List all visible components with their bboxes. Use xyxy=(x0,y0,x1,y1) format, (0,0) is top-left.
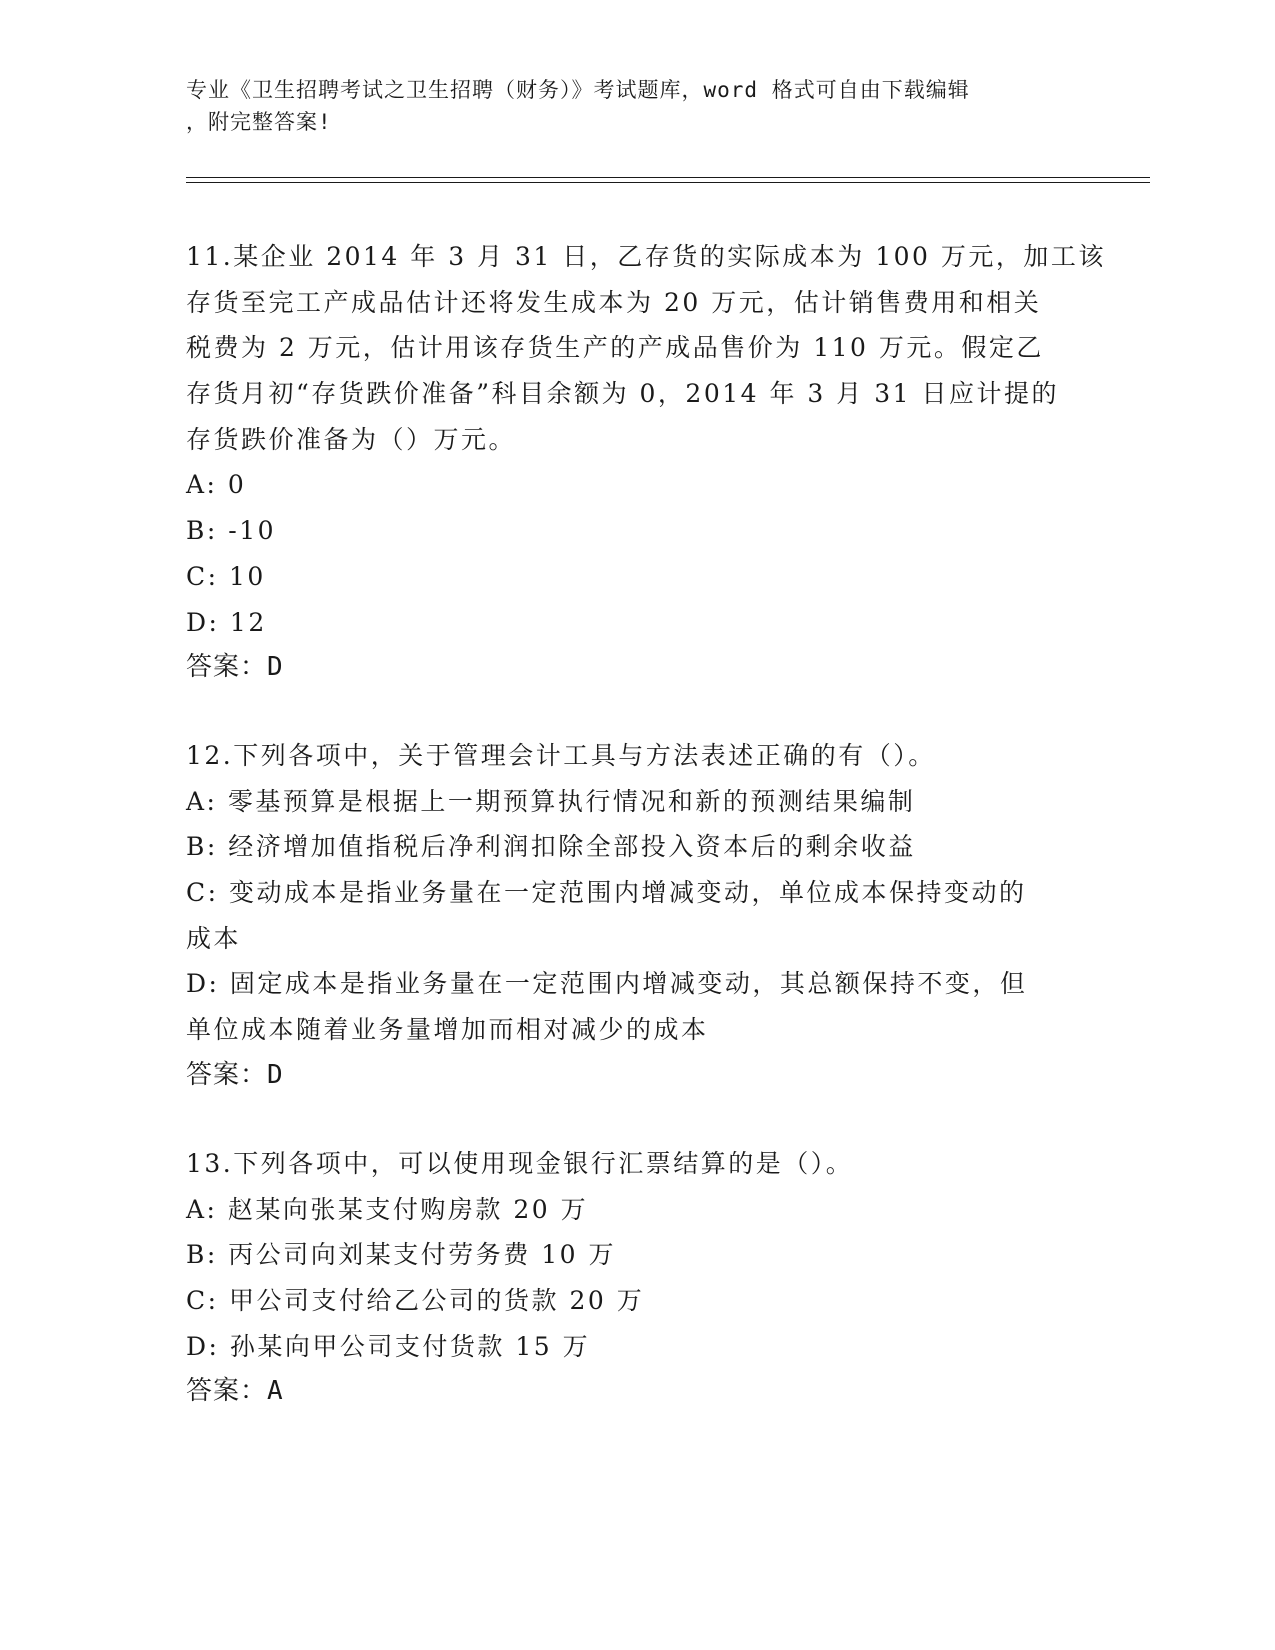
answer-value: A xyxy=(267,1376,284,1407)
option-c: C: 变动成本是指业务量在一定范围内增减变动，单位成本保持变动的 xyxy=(186,878,1027,908)
option-c: C: 甲公司支付给乙公司的货款 20 万 xyxy=(186,1286,645,1316)
answer-label: 答案： xyxy=(186,1059,268,1090)
document-header xyxy=(186,74,1066,138)
question-stem-line: 存货月初“存货跌价准备”科目余额为 0，2014 年 3 月 31 日应计提的 xyxy=(186,379,1059,409)
option-b: B: -10 xyxy=(186,516,276,546)
question-stem-line: 11.某企业 2014 年 3 月 31 日，乙存货的实际成本为 100 万元，加工该 xyxy=(186,242,1106,271)
header-line-2: ，附完整答案! xyxy=(186,110,332,134)
question-12 xyxy=(186,733,1066,1099)
header-line-1: 专业《卫生招聘考试之卫生招聘（财务）》考试题库，word 格式可自由下载编辑 xyxy=(186,78,970,102)
answer-label: 答案： xyxy=(186,652,268,683)
option-a: A: 0 xyxy=(186,470,247,500)
question-stem-line: 13.下列各项中，可以使用现金银行汇票结算的是（）。 xyxy=(186,1149,854,1178)
option-d: D: 12 xyxy=(186,607,267,637)
option-a: A: 零基预算是根据上一期预算执行情况和新的预测结果编制 xyxy=(186,786,916,816)
question-13 xyxy=(186,1141,1066,1415)
option-d: D: 固定成本是指业务量在一定范围内增减变动，其总额保持不变，但 xyxy=(186,969,1028,999)
option-c-continued: 成本 xyxy=(186,923,242,953)
answer-value: D xyxy=(267,1059,284,1090)
answer-line xyxy=(186,1369,1066,1415)
option-a: A: 赵某向张某支付购房款 20 万 xyxy=(186,1194,589,1224)
question-stem-line: 12.下列各项中，关于管理会计工具与方法表述正确的有（）。 xyxy=(186,741,936,770)
answer-label: 答案： xyxy=(186,1376,268,1407)
question-stem-line: 存货至完工产成品估计还将发生成本为 20 万元，估计销售费用和相关 xyxy=(186,287,1042,317)
option-d-continued: 单位成本随着业务量增加而相对减少的成本 xyxy=(186,1015,709,1045)
answer-value: D xyxy=(267,652,284,683)
answer-line xyxy=(186,1053,1066,1099)
header-divider-bottom xyxy=(186,182,1150,183)
question-stem-line: 税费为 2 万元，估计用该存货生产的产成品售价为 110 万元。假定乙 xyxy=(186,333,1044,363)
header-divider-top xyxy=(186,177,1150,178)
option-b: B: 丙公司向刘某支付劳务费 10 万 xyxy=(186,1240,616,1270)
option-d: D: 孙某向甲公司支付货款 15 万 xyxy=(186,1331,591,1361)
option-c: C: 10 xyxy=(186,561,266,591)
answer-line xyxy=(186,645,1066,691)
question-stem-line: 存货跌价准备为（）万元。 xyxy=(186,424,517,454)
question-11 xyxy=(186,234,1106,691)
option-b: B: 经济增加值指税后净利润扣除全部投入资本后的剩余收益 xyxy=(186,832,916,862)
